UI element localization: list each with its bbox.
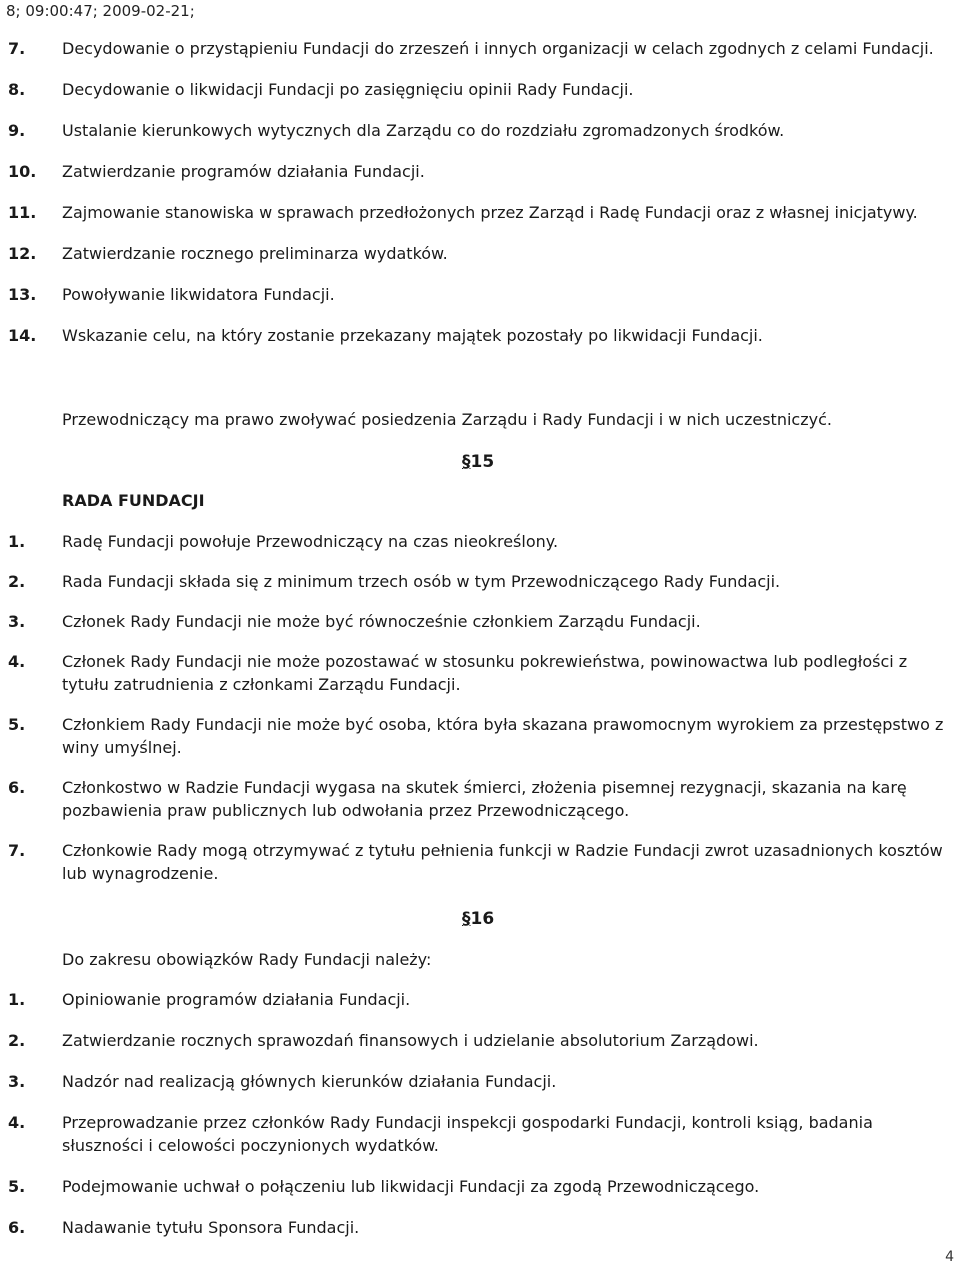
item-text: Nadzór nad realizacją głównych kierunków działania Fundacji. — [62, 1072, 557, 1091]
item-text: Zatwierdzanie rocznych sprawozdań finansowych i udzielanie absolutorium Zarządowi. — [62, 1031, 759, 1050]
item-text: Członkostwo w Radzie Fundacji wygasa na skutek śmierci, złożenia pisemnej rezygnacji, skazania na karę pozbawienia praw publicznych lub odwołania przez Przewodniczącego. — [62, 778, 907, 820]
item-number: 5. — [8, 715, 26, 734]
item-number: 7. — [8, 39, 26, 58]
rada-fundacji-heading: RADA FUNDACJI — [62, 491, 205, 510]
item-text: Radę Fundacji powołuje Przewodniczący na czas nieokreślony. — [62, 532, 559, 551]
list-item — [8, 570, 948, 593]
council-rules-list — [8, 530, 948, 885]
scope-intro: Do zakresu obowiązków Rady Fundacji należy: — [62, 950, 432, 969]
item-text: Powoływanie likwidatora Fundacji. — [62, 285, 335, 304]
item-text: Zajmowanie stanowiska w sprawach przedłożonych przez Zarząd i Radę Fundacji oraz z własnej inicjatywy. — [62, 203, 918, 222]
list-item — [8, 610, 948, 633]
page-number: 4 — [945, 1249, 954, 1265]
item-number: 1. — [8, 990, 26, 1009]
list-item — [8, 242, 948, 265]
item-text: Wskazanie celu, na który zostanie przekazany majątek pozostały po likwidacji Fundacji. — [62, 326, 763, 345]
list-item — [8, 650, 948, 696]
section-number: 15 — [470, 452, 495, 472]
item-text: Przeprowadzanie przez członków Rady Fundacji inspekcji gospodarki Fundacji, kontroli ksiąg, badania słuszności i celowości poczynionych wydatków. — [62, 1113, 873, 1155]
item-text: Podejmowanie uchwał o połączeniu lub likwidacji Fundacji za zgodą Przewodniczącego. — [62, 1177, 760, 1196]
item-number: 13. — [8, 285, 37, 304]
list-item — [8, 324, 948, 347]
item-number: 9. — [8, 121, 26, 140]
item-number: 7. — [8, 841, 26, 860]
item-number: 14. — [8, 326, 37, 345]
list-item — [8, 530, 948, 553]
item-text: Zatwierdzanie programów działania Fundacji. — [62, 162, 425, 181]
item-number: 2. — [8, 572, 26, 591]
board-duties-list — [8, 37, 948, 347]
item-number: 4. — [8, 1113, 26, 1132]
item-number: 4. — [8, 652, 26, 671]
item-text: Zatwierdzanie rocznego preliminarza wydatków. — [62, 244, 448, 263]
document-timestamp: 8; 09:00:47; 2009-02-21; — [6, 2, 195, 20]
item-text: Członek Rady Fundacji nie może pozostawać w stosunku pokrewieństwa, powinowactwa lub podległości z tytułu zatrudnienia z członkami Zarządu Fundacji. — [62, 652, 908, 694]
item-text: Członkowie Rady mogą otrzymywać z tytułu pełnienia funkcji w Radzie Fundacji zwrot uzasadnionych kosztów lub wynagrodzenie. — [62, 841, 943, 883]
item-number: 5. — [8, 1177, 26, 1196]
list-item — [8, 1216, 948, 1239]
item-number: 6. — [8, 1218, 26, 1237]
item-number: 1. — [8, 532, 26, 551]
item-text: Członek Rady Fundacji nie może być równocześnie członkiem Zarządu Fundacji. — [62, 612, 701, 631]
list-item — [8, 1111, 948, 1157]
item-text: Decydowanie o przystąpieniu Fundacji do zrzeszeń i innych organizacji w celach zgodnych z celami Fundacji. — [62, 39, 934, 58]
item-text: Decydowanie o likwidacji Fundacji po zasięgnięciu opinii Rady Fundacji. — [62, 80, 634, 99]
list-item — [8, 119, 948, 142]
item-number: 8. — [8, 80, 26, 99]
list-item — [8, 1029, 948, 1052]
chairman-paragraph: Przewodniczący ma prawo zwoływać posiedzenia Zarządu i Rady Fundacji i w nich uczestniczyć. — [62, 410, 832, 429]
list-item — [8, 78, 948, 101]
item-number: 2. — [8, 1031, 26, 1050]
list-item — [8, 988, 948, 1011]
list-item — [8, 839, 948, 885]
list-item — [8, 37, 948, 60]
item-text: Członkiem Rady Fundacji nie może być osoba, która była skazana prawomocnym wyrokiem za przestępstwo z winy umyślnej. — [62, 715, 944, 757]
paragraph-symbol: § — [462, 452, 471, 472]
item-number: 11. — [8, 203, 37, 222]
list-item — [8, 713, 948, 759]
list-item — [8, 283, 948, 306]
section-16-heading — [462, 908, 494, 931]
list-item — [8, 160, 948, 183]
item-text: Rada Fundacji składa się z minimum trzech osób w tym Przewodniczącego Rady Fundacji. — [62, 572, 781, 591]
section-15-heading — [462, 451, 494, 474]
list-item — [8, 201, 948, 224]
item-text: Ustalanie kierunkowych wytycznych dla Zarządu co do rozdziału zgromadzonych środków. — [62, 121, 785, 140]
council-duties-list — [8, 988, 948, 1239]
item-text: Opiniowanie programów działania Fundacji. — [62, 990, 411, 1009]
item-number: 12. — [8, 244, 37, 263]
paragraph-symbol: § — [462, 909, 471, 929]
item-text: Nadawanie tytułu Sponsora Fundacji. — [62, 1218, 360, 1237]
item-number: 6. — [8, 778, 26, 797]
list-item — [8, 1070, 948, 1093]
list-item — [8, 1175, 948, 1198]
list-item — [8, 776, 948, 822]
item-number: 10. — [8, 162, 37, 181]
item-number: 3. — [8, 1072, 26, 1091]
section-number: 16 — [470, 909, 495, 929]
item-number: 3. — [8, 612, 26, 631]
